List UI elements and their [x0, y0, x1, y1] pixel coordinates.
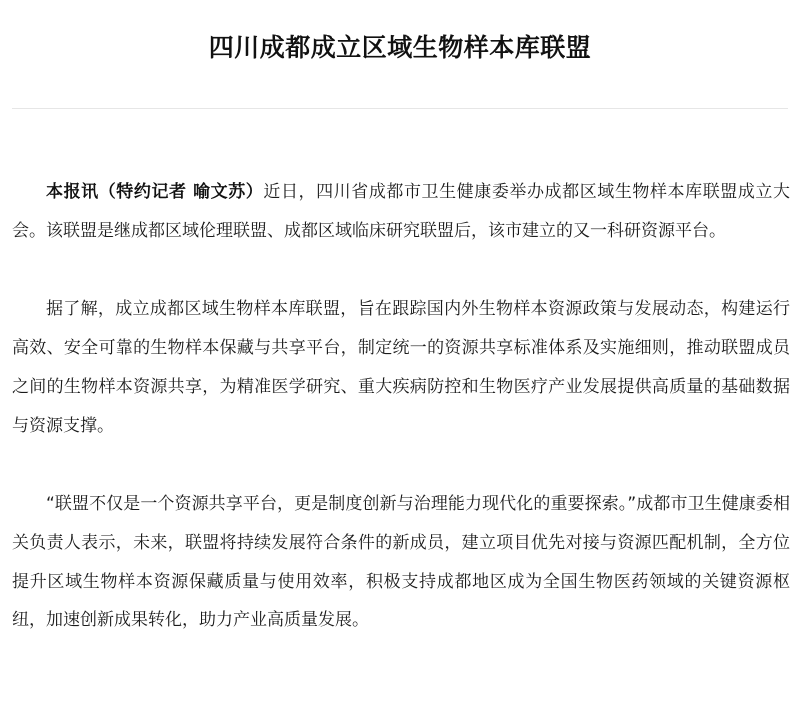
title-divider	[12, 108, 788, 109]
paragraph-1-text: 近日，四川省成都市卫生健康委举办成都区域生物样本库联盟成立大会。该联盟是继成都区域伦理联盟、成都区域临床研究联盟后，该市建立的又一科研资源平台。	[12, 182, 790, 241]
paragraph-3-text: “联盟不仅是一个资源共享平台，更是制度创新与治理能力现代化的重要探索。”成都市卫生健康委相关负责人表示，未来，联盟将持续发展符合条件的新成员，建立项目优先对接与资源匹配机制，全方位提升区域生物样本资源保藏质量与使用效率，积极支持成都地区成为全国生物医药领域的关键资源枢纽，加速创新成果转化，助力产业高质量发展。	[12, 494, 790, 631]
paragraph-1	[12, 173, 790, 250]
paragraph-2	[12, 290, 790, 445]
byline: 本报讯（特约记者 喻文苏）	[46, 182, 264, 202]
paragraph-2-text: 据了解，成立成都区域生物样本库联盟，旨在跟踪国内外生物样本资源政策与发展动态，构建运行高效、安全可靠的生物样本保藏与共享平台，制定统一的资源共享标准体系及实施细则，推动联盟成员之间的生物样本资源共享，为精准医学研究、重大疾病防控和生物医疗产业发展提供高质量的基础数据与资源支撑。	[12, 299, 790, 436]
paragraph-3	[12, 485, 790, 640]
article-body	[12, 173, 790, 680]
article-title: 四川成都成立区域生物样本库联盟	[208, 32, 592, 62]
